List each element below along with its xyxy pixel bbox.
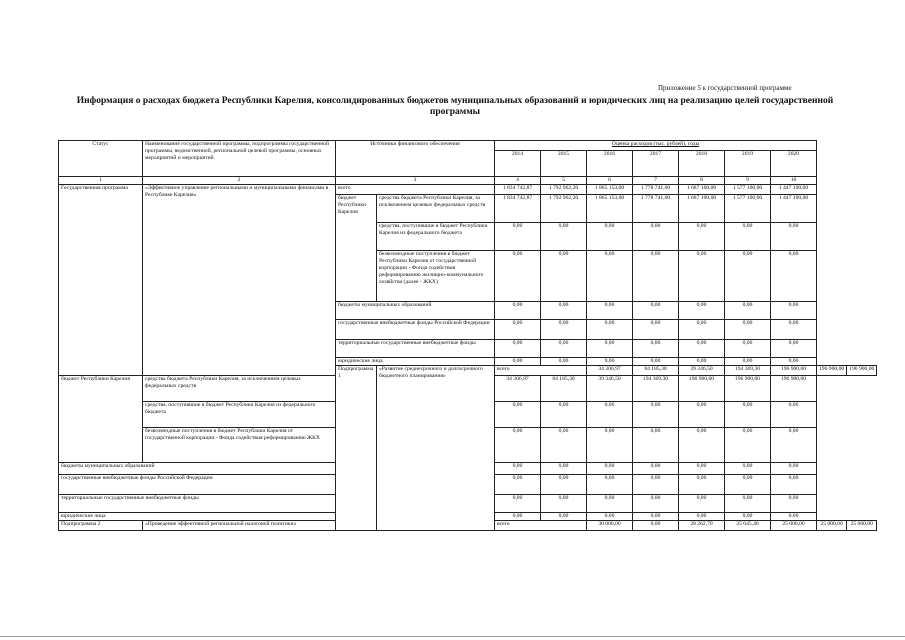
value-cell: 0,00 [587, 475, 633, 495]
header-name: Наименование государственной программы, подпрограммы государственной программы, ведомственной, региональной целевой программы, основных мероприятий и мероприятий [143, 141, 336, 177]
value-cell: 34 306,97 [495, 376, 541, 402]
value-cell: 196 900,00 [817, 366, 847, 376]
value-cell: 0,00 [771, 428, 817, 463]
value-cell: 0,00 [541, 358, 587, 366]
header-year: 2020 [771, 151, 817, 177]
value-cell: 0,00 [541, 428, 587, 463]
source-rk-federal: средства, поступившие в бюджет Республики Карелия из федерального бюджета [377, 223, 495, 251]
program-name: «Эффективное управление региональными и муниципальными финансами в Республике Карелия» [143, 185, 336, 376]
appendix-note: Приложение 5 к государственной программе [658, 84, 792, 92]
source-territorial: территориальные государственные внебюджетные фонды [59, 495, 336, 513]
value-cell: 39 346,50 [587, 376, 633, 402]
value-cell: 0,00 [771, 302, 817, 320]
value-cell: 0,00 [587, 302, 633, 320]
value-cell: 0,00 [679, 463, 725, 475]
value-cell: 0,00 [633, 340, 679, 358]
value-cell: 0,00 [495, 302, 541, 320]
value-cell: 196 900,00 [771, 376, 817, 402]
sub2-name: «Проведение эффективной региональной налоговой политики» [143, 521, 336, 531]
value-cell: 1 834 742,87 [495, 195, 541, 223]
value-cell: 0,00 [633, 475, 679, 495]
value-cell: 0,00 [495, 513, 541, 521]
value-cell: 0,00 [587, 402, 633, 428]
sub1-name: «Развитие среднесрочного и долгосрочного бюджетного планирования» [377, 366, 495, 531]
program-status: Государственная программа [59, 185, 143, 376]
value-cell: 0,00 [587, 223, 633, 251]
value-cell: 25 000,00 [847, 521, 877, 531]
value-cell: 84 185,30 [633, 366, 679, 376]
value-cell: 0,00 [725, 402, 771, 428]
col-number: 2 [143, 177, 336, 185]
header-year: 2014 [495, 151, 541, 177]
col-number: 9 [725, 177, 771, 185]
value-cell: 0,00 [633, 463, 679, 475]
source-rk-budget: бюджет Республики Карелия [59, 376, 143, 463]
value-cell: 0,00 [725, 358, 771, 366]
value-cell: 1 687 100,00 [679, 185, 725, 195]
header-year: 2015 [541, 151, 587, 177]
value-cell: 0,00 [679, 302, 725, 320]
header-year: 2016 [587, 151, 633, 177]
source-legal: юридические лица [336, 358, 495, 366]
value-cell: 0,00 [541, 475, 587, 495]
value-cell: 0,00 [679, 358, 725, 366]
value-cell: 0,00 [495, 402, 541, 428]
col-number: 4 [495, 177, 541, 185]
source-municipal: бюджеты муниципальных образований [336, 302, 495, 320]
value-cell: 0,00 [725, 495, 771, 513]
value-cell: 0,00 [679, 475, 725, 495]
value-cell: 0,00 [679, 340, 725, 358]
header-row [59, 141, 877, 151]
value-cell: 0,00 [725, 513, 771, 521]
value-cell: 0,00 [725, 428, 771, 463]
value-cell: 0,00 [587, 463, 633, 475]
value-cell: 0,00 [633, 428, 679, 463]
col-number: 6 [587, 177, 633, 185]
source-municipal: бюджеты муниципальных образований [59, 463, 336, 475]
value-cell: 0,00 [771, 320, 817, 340]
sub2-status: Подпрограмма 2 [59, 521, 143, 531]
expenses-table [58, 140, 877, 531]
value-cell: 25 000,00 [817, 521, 847, 531]
value-cell: 0,00 [771, 340, 817, 358]
value-cell: 84 185,30 [541, 376, 587, 402]
value-cell: 0,00 [679, 513, 725, 521]
col-number: 1 [59, 177, 143, 185]
value-cell: 0,00 [771, 402, 817, 428]
source-rk-federal: средства, поступившие в бюджет Республики Карелия из федерального бюджета [143, 402, 336, 428]
value-cell: 1 778 741,00 [633, 185, 679, 195]
document-title: Информация о расходах бюджета Республики Карелия, консолидированных бюджетов муниципальных образований и юридических лиц на реализацию целей государственной программы [76, 96, 834, 117]
header-source: Источники финансового обеспечения [336, 141, 495, 177]
source-total: всего [495, 366, 587, 376]
value-cell: 0,00 [541, 302, 587, 320]
value-cell: 0,00 [725, 251, 771, 302]
value-cell: 0,00 [679, 320, 725, 340]
value-cell: 1 447 100,00 [771, 195, 817, 223]
value-cell: 1 865 153,00 [587, 185, 633, 195]
value-cell: 0,00 [587, 495, 633, 513]
value-cell: 0,00 [541, 340, 587, 358]
header-year: 2018 [679, 151, 725, 177]
value-cell: 0,00 [495, 358, 541, 366]
source-total: всего [495, 521, 587, 531]
value-cell: 196 900,00 [771, 366, 817, 376]
value-cell: 0,00 [679, 223, 725, 251]
value-cell: 0,00 [771, 463, 817, 475]
value-cell: 0,00 [495, 428, 541, 463]
value-cell: 0,00 [633, 251, 679, 302]
value-cell: 0,00 [541, 402, 587, 428]
value-cell: 0,00 [587, 251, 633, 302]
value-cell: 0,00 [633, 521, 679, 531]
col-number: 10 [771, 177, 817, 185]
value-cell: 1 834 742,87 [495, 185, 541, 195]
value-cell: 0,00 [633, 223, 679, 251]
source-legal: юридические лица [59, 513, 336, 521]
value-cell: 0,00 [771, 223, 817, 251]
page-edge-line [0, 636, 905, 637]
header-status: Статус [59, 141, 143, 177]
source-rk-own: средства бюджета Республики Карелия, за исключением целевых федеральных средств [377, 195, 495, 223]
source-territorial: территориальные государственные внебюджетные фонды [336, 340, 495, 358]
value-cell: 1 792 962,20 [541, 185, 587, 195]
value-cell: 0,00 [541, 320, 587, 340]
source-rk-own: средства бюджета Республики Карелия, за исключением целевых федеральных средств [143, 376, 336, 402]
program-total-row [59, 185, 877, 195]
value-cell: 0,00 [587, 358, 633, 366]
value-cell: 0,00 [587, 513, 633, 521]
value-cell: 0,00 [495, 251, 541, 302]
header-estimate: Оценка расходов (тыс. рублей), годы [495, 141, 817, 151]
value-cell: 25 045,40 [725, 521, 771, 531]
value-cell: 30 000,00 [587, 521, 633, 531]
value-cell: 0,00 [725, 320, 771, 340]
source-state-funds: государственные внебюджетные фонды Российской Федерации [336, 320, 495, 340]
value-cell: 0,00 [679, 495, 725, 513]
value-cell: 28 262,70 [679, 521, 725, 531]
col-number: 5 [541, 177, 587, 185]
value-cell: 196 900,00 [679, 376, 725, 402]
value-cell: 0,00 [495, 320, 541, 340]
value-cell: 0,00 [771, 251, 817, 302]
value-cell: 196 900,00 [725, 376, 771, 402]
value-cell: 0,00 [495, 463, 541, 475]
value-cell: 1 577 100,00 [725, 185, 771, 195]
value-cell: 0,00 [633, 302, 679, 320]
sub1-status: Подпрограмма 1 [336, 366, 377, 531]
value-cell: 0,00 [495, 475, 541, 495]
header-year: 2017 [633, 151, 679, 177]
value-cell: 0,00 [633, 513, 679, 521]
value-cell: 1 865 153,00 [587, 195, 633, 223]
source-rk-budget: бюджет Республики Карелия [336, 195, 377, 302]
value-cell: 0,00 [495, 495, 541, 513]
value-cell: 0,00 [541, 251, 587, 302]
value-cell: 0,00 [679, 402, 725, 428]
value-cell: 0,00 [771, 475, 817, 495]
source-total: всего [336, 185, 495, 195]
source-rk-fund: безвозмездные поступления в бюджет Республики Карелия от государственной корпорации - Фонда содействия реформированию ЖКХ [143, 428, 336, 463]
value-cell: 0,00 [725, 475, 771, 495]
value-cell: 1 687 100,00 [679, 195, 725, 223]
value-cell: 0,00 [495, 340, 541, 358]
value-cell: 0,00 [541, 513, 587, 521]
value-cell: 0,00 [587, 428, 633, 463]
value-cell: 0,00 [633, 402, 679, 428]
col-number: 8 [679, 177, 725, 185]
value-cell: 1 447 100,00 [771, 185, 817, 195]
value-cell: 0,00 [771, 495, 817, 513]
value-cell: 1 577 100,00 [725, 195, 771, 223]
value-cell: 39 346,50 [679, 366, 725, 376]
value-cell: 1 792 962,20 [541, 195, 587, 223]
value-cell: 0,00 [633, 320, 679, 340]
column-numbers-row [59, 177, 877, 185]
value-cell: 194 369,30 [633, 376, 679, 402]
value-cell: 0,00 [587, 340, 633, 358]
value-cell: 0,00 [633, 358, 679, 366]
value-cell: 0,00 [679, 428, 725, 463]
source-rk-fund: безвозмездные поступления в бюджет Республики Карелия от государственной корпорации - Фонда содействия реформированию жилищно-коммунального хозяйства (далее - ЖКХ) [377, 251, 495, 302]
value-cell: 0,00 [587, 320, 633, 340]
value-cell: 0,00 [725, 223, 771, 251]
value-cell: 196 900,00 [847, 366, 877, 376]
value-cell: 0,00 [725, 463, 771, 475]
value-cell: 0,00 [679, 251, 725, 302]
value-cell: 0,00 [541, 223, 587, 251]
value-cell: 0,00 [771, 358, 817, 366]
value-cell: 0,00 [633, 495, 679, 513]
value-cell: 1 778 741,00 [633, 195, 679, 223]
header-year: 2019 [725, 151, 771, 177]
value-cell: 0,00 [541, 463, 587, 475]
value-cell: 25 000,00 [771, 521, 817, 531]
value-cell: 34 306,97 [587, 366, 633, 376]
value-cell: 0,00 [495, 223, 541, 251]
col-number: 3 [336, 177, 495, 185]
value-cell: 194 369,30 [725, 366, 771, 376]
value-cell: 0,00 [725, 302, 771, 320]
value-cell: 0,00 [771, 513, 817, 521]
source-state-funds: государственные внебюджетные фонды Российской Федерации [59, 475, 336, 495]
value-cell: 0,00 [541, 495, 587, 513]
col-number: 7 [633, 177, 679, 185]
value-cell: 0,00 [725, 340, 771, 358]
